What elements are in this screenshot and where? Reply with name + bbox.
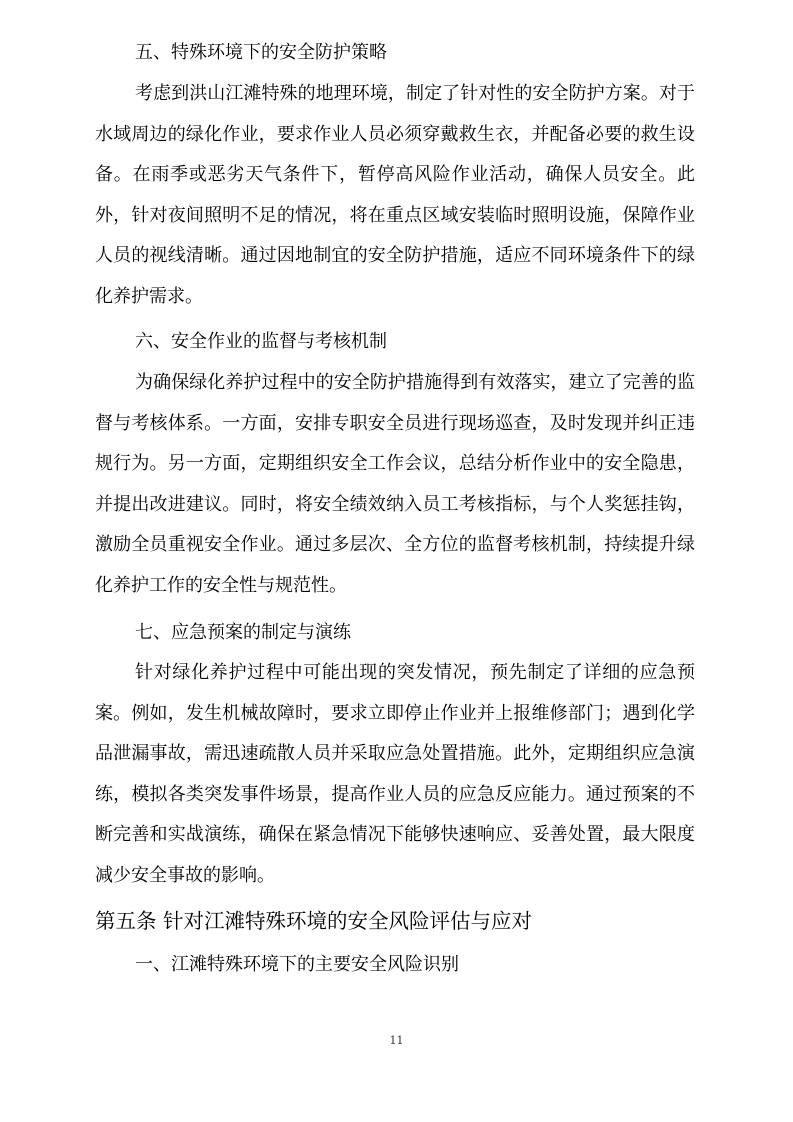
- section-paragraph-5: 考虑到洪山江滩特殊的地理环境，制定了针对性的安全防护方案。对于水域周边的绿化作业，要求作业人员必须穿戴救生衣，并配备必要的救生设备。在雨季或恶劣天气条件下，暂停高风险作业活动，确保人员安全。此外，针对夜间照明不足的情况，将在重点区域安装临时照明设施，保障作业人员的视线清晰。通过因地制宜的安全防护措施，适应不同环境条件下的绿化养护需求。: [95, 83, 695, 307]
- section-heading-6: 六、安全作业的监督与考核机制: [135, 331, 387, 352]
- section-heading-7: 七、应急预案的制定与演练: [135, 622, 351, 643]
- section-paragraph-6: 为确保绿化养护过程中的安全防护措施得到有效落实，建立了完善的监督与考核体系。一方面，安排专职安全员进行现场巡查，及时发现并纠正违规行为。另一方面，定期组织安全工作会议，总结分析作业中的安全隐患，并提出改进建议。同时，将安全绩效纳入员工考核指标，与个人奖惩挂钩，激励全员重视安全作业。通过多层次、全方位的监督考核机制，持续提升绿化养护工作的安全性与规范性。: [95, 372, 695, 596]
- article-title: 第五条 针对江滩特殊环境的安全风险评估与应对: [95, 909, 533, 933]
- page-number: 11: [389, 1034, 404, 1047]
- subsection-heading: 一、江滩特殊环境下的主要安全风险识别: [135, 954, 459, 975]
- section-paragraph-7: 针对绿化养护过程中可能出现的突发情况，预先制定了详细的应急预案。例如，发生机械故障时，要求立即停止作业并上报维修部门；遇到化学品泄漏事故，需迅速疏散人员并采取应急处置措施。此外，定期组织应急演练，模拟各类突发事件场景，提高作业人员的应急反应能力。通过预案的不断完善和实战演练，确保在紧急情况下能够快速响应、妥善处置，最大限度减少安全事故的影响。: [95, 662, 695, 886]
- section-heading-5: 五、特殊环境下的安全防护策略: [135, 42, 387, 63]
